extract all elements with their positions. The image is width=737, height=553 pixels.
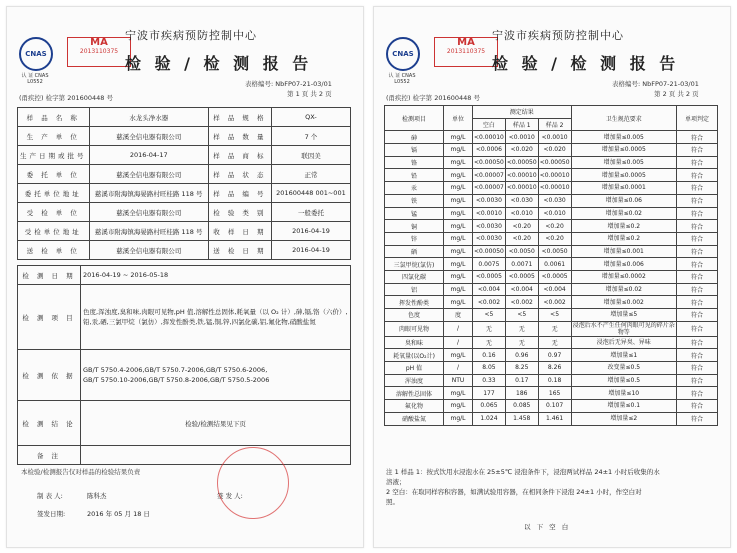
header-blank: 空白 (473, 118, 506, 131)
result-sample2: <0.00010 (538, 182, 571, 195)
result-judge: 符合 (677, 336, 718, 349)
result-sample1: 0.17 (505, 374, 538, 387)
result-row (385, 412, 718, 425)
info-value: 正常 (271, 165, 350, 184)
result-blank: 0.33 (473, 374, 506, 387)
info-value: 慈溪市附海镇海晏路村旺桂路 118 号 (89, 222, 208, 241)
result-sample2: 0.0061 (538, 258, 571, 271)
result-blank: <0.0030 (473, 232, 506, 245)
result-sample2: 无 (538, 321, 571, 336)
header-result: 测定结果 (473, 106, 572, 119)
result-unit: mg/L (444, 182, 473, 195)
result-unit: mg/L (444, 144, 473, 157)
result-blank: <0.00050 (473, 156, 506, 169)
result-sample1: <0.20 (505, 220, 538, 233)
conclusion-label: 检 测 结 论 (18, 401, 81, 446)
result-unit: mg/L (444, 232, 473, 245)
result-judge: 符合 (677, 232, 718, 245)
result-unit: mg/L (444, 349, 473, 362)
result-unit: mg/L (444, 400, 473, 413)
result-sample1: 无 (505, 321, 538, 336)
sample-info-table (17, 107, 351, 260)
result-judge: 符合 (677, 296, 718, 309)
result-blank: <0.00010 (473, 131, 506, 144)
result-sample1: <0.00050 (505, 156, 538, 169)
maker-value: 陈科杰 (87, 492, 107, 500)
result-limit: 浸泡后无异臭、异味 (571, 336, 676, 349)
report-number: (甬疾控) 检字第 201600448 号 (19, 94, 113, 102)
result-limit: 改变量≤0.5 (571, 362, 676, 375)
period-value: 2016-04-19 ~ 2016-05-18 (81, 266, 351, 285)
report-page-2 (373, 6, 731, 548)
result-limit: 增加量≤2 (571, 412, 676, 425)
result-sample2: <0.010 (538, 207, 571, 220)
info-row (18, 184, 351, 203)
info-label: 受检单位地址 (18, 222, 90, 241)
result-sample2: 1.461 (538, 412, 571, 425)
header-judge: 单项判定 (677, 106, 718, 131)
result-limit: 增加量≤0.02 (571, 207, 676, 220)
result-sample1: <0.0050 (505, 245, 538, 258)
result-blank: <0.0030 (473, 194, 506, 207)
result-row (385, 270, 718, 283)
result-blank: 177 (473, 387, 506, 400)
remark-value (81, 446, 351, 465)
date-value: 2016 年 05 月 18 日 (87, 510, 150, 518)
items-label: 检 测 项 目 (18, 285, 81, 350)
maker-label: 制 表 人: (37, 492, 63, 500)
result-limit: 浸泡后水不产生任何肉眼可见的碎片杂物等 (572, 321, 675, 336)
info-label: 送 检 日 期 (208, 241, 271, 260)
info-value: 2016-04-17 (89, 146, 208, 165)
result-limit: 增加量≤0.02 (571, 283, 676, 296)
info-row (18, 108, 351, 127)
result-judge: 符合 (677, 131, 718, 144)
result-unit: mg/L (444, 245, 473, 258)
result-unit: / (444, 362, 473, 375)
info-label: 样 品 状 态 (208, 165, 271, 184)
result-row (385, 144, 718, 157)
results-table (384, 105, 718, 426)
result-row (385, 232, 718, 245)
result-row (385, 194, 718, 207)
page-title: 检 验 / 检 测 报 告 (492, 54, 680, 73)
result-sample2: 0.107 (538, 400, 571, 413)
result-judge: 符合 (677, 270, 718, 283)
info-label: 委 托 单 位 (18, 165, 90, 184)
info-label: 受 检 单 位 (18, 203, 90, 222)
result-unit: NTU (444, 374, 473, 387)
result-item: 硝酸盐氮 (385, 412, 444, 425)
info-label: 生 产 单 位 (18, 127, 90, 146)
result-item: 硒 (385, 245, 444, 258)
period-label: 检 测 日 期 (18, 266, 81, 285)
result-sample1: <0.00010 (505, 182, 538, 195)
result-sample1: <0.010 (505, 207, 538, 220)
cma-stamp: MA 2013110375 (67, 37, 131, 67)
page-number: 第 2 页 共 2 页 (654, 90, 699, 98)
info-value: 慈溪全信电器有限公司 (89, 241, 208, 260)
result-sample1: <0.00010 (505, 169, 538, 182)
result-limit: 增加量≤0.0002 (571, 270, 676, 283)
info-value: 201600448 001~001 (271, 184, 350, 203)
result-blank: <0.00007 (473, 182, 506, 195)
result-judge: 符合 (677, 169, 718, 182)
info-value: 慈溪全信电器有限公司 (89, 127, 208, 146)
result-sample2: <0.020 (538, 144, 571, 157)
result-judge: 符合 (677, 283, 718, 296)
result-row (385, 131, 718, 144)
result-blank: <0.0030 (473, 220, 506, 233)
result-item: 汞 (385, 182, 444, 195)
result-judge: 符合 (677, 387, 718, 400)
result-blank: <0.00050 (473, 245, 506, 258)
result-unit: 度 (444, 309, 473, 322)
result-judge: 符合 (677, 207, 718, 220)
result-sample2: 165 (538, 387, 571, 400)
end-mark: 以 下 空 白 (524, 523, 571, 531)
result-sample2: <0.002 (538, 296, 571, 309)
result-item: 色度 (385, 309, 444, 322)
result-limit: 增加量≤10 (571, 387, 676, 400)
result-blank: 8.05 (473, 362, 506, 375)
result-unit: mg/L (444, 169, 473, 182)
cnas-logo: CNAS 认 证 CNAS L0552 (17, 37, 53, 77)
result-blank: 0.065 (473, 400, 506, 413)
result-row (385, 182, 718, 195)
result-unit: mg/L (444, 296, 473, 309)
info-label: 样 品 名 称 (18, 108, 90, 127)
result-sample2: 0.97 (538, 349, 571, 362)
result-blank: <0.0010 (473, 207, 506, 220)
info-label: 收 样 日 期 (208, 222, 271, 241)
result-sample1: <0.020 (505, 144, 538, 157)
result-judge: 符合 (677, 412, 718, 425)
result-item: 铅 (385, 169, 444, 182)
info-row (18, 222, 351, 241)
result-item: 浑浊度 (385, 374, 444, 387)
result-limit: 增加量≤0.5 (571, 374, 676, 387)
result-limit: 增加量≤0.2 (571, 232, 676, 245)
result-judge: 符合 (677, 400, 718, 413)
result-unit: mg/L (444, 270, 473, 283)
result-item: 氟化物 (385, 400, 444, 413)
result-sample1: <0.0005 (505, 270, 538, 283)
form-number: 表格编号: NbFP07-21-03/01 (612, 80, 699, 88)
result-judge: 符合 (677, 321, 718, 336)
info-value: 7 个 (271, 127, 350, 146)
result-row (385, 245, 718, 258)
result-blank: 1.024 (473, 412, 506, 425)
info-value: 慈溪全信电器有限公司 (89, 165, 208, 184)
result-sample1: <0.004 (505, 283, 538, 296)
info-value: 一般委托 (271, 203, 350, 222)
result-limit: 增加量≤0.0005 (571, 144, 676, 157)
result-item: 铝 (385, 283, 444, 296)
result-judge: 符合 (677, 245, 718, 258)
result-blank: 0.0075 (473, 258, 506, 271)
result-limit: 增加量≤5 (571, 309, 676, 322)
result-blank: <5 (473, 309, 506, 322)
result-limit: 增加量≤0.06 (571, 194, 676, 207)
info-row (18, 165, 351, 184)
result-judge: 符合 (677, 144, 718, 157)
result-limit: 增加量≤0.001 (571, 245, 676, 258)
result-sample2: <0.00050 (538, 156, 571, 169)
date-label: 签发日期: (37, 510, 66, 518)
info-value: 联因美 (271, 146, 350, 165)
result-limit: 增加量≤0.2 (571, 220, 676, 233)
header-sample2: 样品 2 (538, 118, 571, 131)
result-sample2: <0.004 (538, 283, 571, 296)
result-judge: 符合 (677, 374, 718, 387)
result-blank: <0.004 (473, 283, 506, 296)
result-item: pH 值 (385, 362, 444, 375)
test-details-table (17, 265, 351, 465)
result-unit: mg/L (444, 131, 473, 144)
result-row (385, 156, 718, 169)
result-sample1: <0.002 (505, 296, 538, 309)
result-sample2: <0.20 (538, 232, 571, 245)
info-row (18, 241, 351, 260)
info-label: 样 品 数 量 (208, 127, 271, 146)
result-row (385, 374, 718, 387)
result-sample1: 0.96 (505, 349, 538, 362)
result-judge: 符合 (677, 309, 718, 322)
info-label: 送 检 单 位 (18, 241, 90, 260)
result-row (385, 296, 718, 309)
result-unit: mg/L (444, 194, 473, 207)
signer-label: 签 发 人: (217, 492, 243, 500)
result-sample1: <0.0010 (505, 131, 538, 144)
result-unit: mg/L (444, 412, 473, 425)
info-label: 样 品 商 标 (208, 146, 271, 165)
result-sample1: 0.0071 (505, 258, 538, 271)
result-unit: mg/L (444, 387, 473, 400)
result-sample1: 1.458 (505, 412, 538, 425)
result-judge: 符合 (677, 156, 718, 169)
info-value: 慈溪全信电器有限公司 (89, 203, 208, 222)
result-judge: 符合 (677, 220, 718, 233)
header-sample1: 样品 1 (505, 118, 538, 131)
result-unit: mg/L (444, 283, 473, 296)
info-row (18, 127, 351, 146)
result-limit: 增加量≤0.006 (571, 258, 676, 271)
result-sample2: <0.20 (538, 220, 571, 233)
header-item: 检测项目 (385, 106, 444, 131)
report-number: (甬疾控) 检字第 201600448 号 (386, 94, 480, 102)
result-sample1: <0.030 (505, 194, 538, 207)
result-row (385, 387, 718, 400)
result-blank: <0.0005 (473, 270, 506, 283)
items-value: 色度,浑浊度,臭和味,肉眼可见物,pH 值,溶解性总固体,耗氧量（以 O₂ 计）,砷,镉,铬（六价）,铅,汞,硒,三氯甲烷（氯仿）,挥发性酚类,铁,锰,铜,锌,四氯化碳,铝,氟化物,硝酸盐氮 (81, 285, 351, 350)
info-label: 样 品 规 格 (208, 108, 271, 127)
header-unit: 单位 (444, 106, 473, 131)
result-row (385, 207, 718, 220)
org-name: 宁波市疾病预防控制中心 (125, 29, 257, 42)
info-row (18, 203, 351, 222)
footnotes: 注 1 样品 1：按式饮用水浸泡水在 25±5℃ 浸泡条件下，浸泡两试样品 24±1 小时后收集的水 溶液； 2 空白：在取同样容积容器，如满试验用容器，在相同条件下浸泡 24±1 小时，作空白对 照。 (386, 468, 660, 506)
result-limit: 增加量≤0.0005 (571, 169, 676, 182)
result-unit: mg/L (444, 258, 473, 271)
result-sample1: <5 (505, 309, 538, 322)
result-item: 铁 (385, 194, 444, 207)
result-row (385, 336, 718, 349)
info-value: 水龙头净水器 (89, 108, 208, 127)
result-item: 镉 (385, 144, 444, 157)
info-value: QX- (271, 108, 350, 127)
result-sample2: <0.0010 (538, 131, 571, 144)
basis-value: GB/T 5750.4-2006,GB/T 5750.7-2006,GB/T 5750.6-2006, GB/T 5750.10-2006,GB/T 5750.8-2006,GB/T 5750.5-2006 (81, 350, 351, 401)
result-item: 铬 (385, 156, 444, 169)
info-label: 检 验 类 别 (208, 203, 271, 222)
result-limit: 增加量≤0.005 (571, 156, 676, 169)
result-sample1: 8.25 (505, 362, 538, 375)
result-item: 溶解性总固体 (385, 387, 444, 400)
result-row (385, 349, 718, 362)
result-judge: 符合 (677, 194, 718, 207)
result-sample2: <0.0050 (538, 245, 571, 258)
result-blank: <0.002 (473, 296, 506, 309)
result-blank: <0.0006 (473, 144, 506, 157)
result-item: 锌 (385, 232, 444, 245)
result-sample1: <0.20 (505, 232, 538, 245)
result-limit: 增加量≤0.0001 (571, 182, 676, 195)
result-unit: / (444, 336, 473, 349)
info-row (18, 146, 351, 165)
result-judge: 符合 (677, 362, 718, 375)
result-limit: 增加量≤0.1 (571, 400, 676, 413)
result-limit: 增加量≤0.005 (571, 131, 676, 144)
result-item: 臭和味 (385, 336, 444, 349)
result-row (385, 169, 718, 182)
result-row (385, 258, 718, 271)
info-label: 生产日期或批号 (18, 146, 90, 165)
result-sample2: 0.18 (538, 374, 571, 387)
result-row (385, 220, 718, 233)
conclusion-value: 检验/检测结果见下页 (81, 401, 351, 446)
result-sample2: 无 (538, 336, 571, 349)
result-sample2: <0.0005 (538, 270, 571, 283)
result-item: 砷 (385, 131, 444, 144)
info-value: 慈溪市附海镇海晏路村旺桂路 118 号 (89, 184, 208, 203)
result-blank: 无 (473, 321, 506, 336)
result-unit: / (444, 321, 473, 336)
result-limit: 增加量≤1 (571, 349, 676, 362)
result-item: 四氯化碳 (385, 270, 444, 283)
header-limit: 卫生规范要求 (571, 106, 676, 131)
remark-label: 备 注 (18, 446, 81, 465)
result-item: 耗氧量(以O₂计) (385, 349, 444, 362)
result-row (385, 362, 718, 375)
result-item: 三氯甲烷(氯仿) (385, 258, 444, 271)
result-unit: mg/L (444, 207, 473, 220)
result-item: 肉眼可见物 (385, 321, 444, 336)
cnas-logo: CNAS 认 证 CNAS L0552 (384, 37, 420, 77)
info-label: 委托单位地址 (18, 184, 90, 203)
result-row (385, 321, 718, 336)
org-name: 宁波市疾病预防控制中心 (492, 29, 624, 42)
result-blank: <0.00007 (473, 169, 506, 182)
form-number: 表格编号: NbFP07-21-03/01 (245, 80, 332, 88)
official-seal (217, 447, 289, 519)
result-judge: 符合 (677, 349, 718, 362)
result-sample2: <5 (538, 309, 571, 322)
page-number: 第 1 页 共 2 页 (287, 90, 332, 98)
result-sample2: <0.030 (538, 194, 571, 207)
disclaimer: 本检验/检测报告仅对样品的检验结果负责 (21, 468, 141, 476)
result-sample2: 8.26 (538, 362, 571, 375)
result-unit: mg/L (444, 156, 473, 169)
info-label: 样 品 编 号 (208, 184, 271, 203)
info-value: 2016-04-19 (271, 222, 350, 241)
result-sample1: 186 (505, 387, 538, 400)
result-judge: 符合 (677, 258, 718, 271)
result-row (385, 309, 718, 322)
cma-stamp: MA 2013110375 (434, 37, 498, 67)
info-value: 2016-04-19 (271, 241, 350, 260)
result-sample1: 无 (505, 336, 538, 349)
result-row (385, 283, 718, 296)
result-item: 锰 (385, 207, 444, 220)
result-row (385, 400, 718, 413)
report-page-1 (6, 6, 364, 548)
result-blank: 无 (473, 336, 506, 349)
result-item: 铜 (385, 220, 444, 233)
result-judge: 符合 (677, 182, 718, 195)
result-item: 挥发性酚类 (385, 296, 444, 309)
result-limit: 增加量≤0.002 (571, 296, 676, 309)
result-unit: mg/L (444, 220, 473, 233)
result-sample2: <0.00010 (538, 169, 571, 182)
page-title: 检 验 / 检 测 报 告 (125, 54, 313, 73)
result-sample1: 0.085 (505, 400, 538, 413)
basis-label: 检 测 依 据 (18, 350, 81, 401)
result-blank: 0.16 (473, 349, 506, 362)
